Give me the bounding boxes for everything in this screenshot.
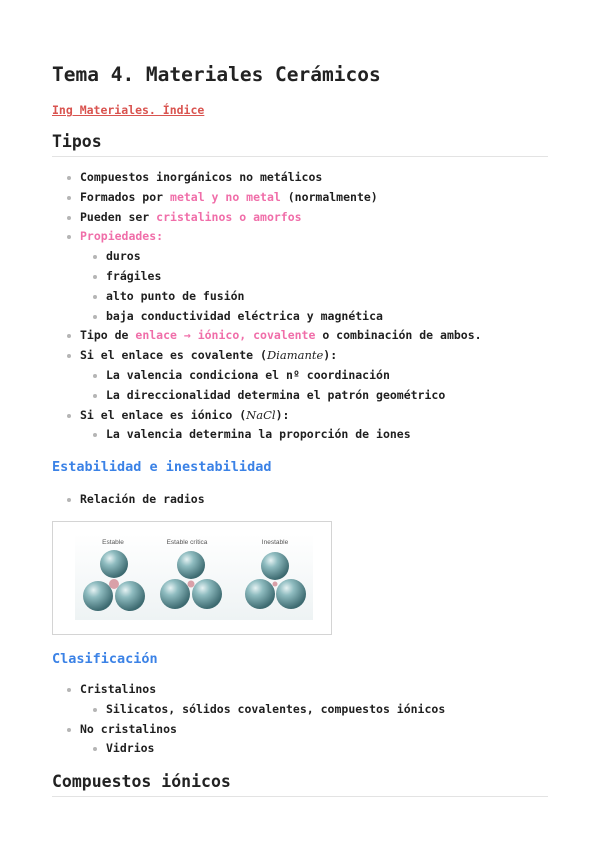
list-item: frágiles — [52, 267, 548, 287]
sphere-right — [276, 579, 306, 609]
list-item: Relación de radios — [52, 490, 548, 510]
sphere-top — [100, 550, 128, 578]
list-item: La valencia determina la proporción de iones — [52, 425, 548, 445]
center-ion — [109, 579, 119, 589]
list-item: duros — [52, 247, 548, 267]
sphere-right — [192, 579, 222, 609]
list-item: baja conductividad eléctrica y magnética — [52, 307, 548, 327]
page-title: Tema 4. Materiales Cerámicos — [52, 63, 381, 86]
figure-label-estable-critica: Estable crítica — [166, 539, 208, 546]
estabilidad-list — [52, 490, 548, 510]
figure-label-inestable: Inestable — [261, 539, 289, 546]
list-item: La direccionalidad determina el patrón geométrico — [52, 386, 548, 406]
list-item: Pueden ser cristalinos o amorfos — [52, 208, 548, 228]
sphere-top — [261, 552, 289, 580]
sphere-left — [245, 579, 275, 609]
list-item: Formados por metal y no metal (normalmente) — [52, 188, 548, 208]
sphere-right — [115, 581, 145, 611]
sphere-top — [177, 551, 205, 579]
center-ion — [273, 582, 278, 587]
list-item: No cristalinos — [52, 720, 548, 740]
sphere-left — [83, 581, 113, 611]
sphere-packing-diagram — [53, 522, 331, 634]
list-item: Silicatos, sólidos covalentes, compuestos iónicos — [52, 700, 548, 720]
list-item: Propiedades: — [52, 227, 548, 247]
breadcrumb-link[interactable]: Ing Materiales. Índice — [52, 103, 205, 117]
clasificacion-list — [52, 680, 548, 759]
figure-label-estable: Estable — [102, 539, 124, 546]
math-inline: NaCl — [246, 407, 276, 422]
list-item: Si el enlace es iónico (NaCl): — [52, 406, 548, 426]
ratio-figure — [52, 521, 332, 635]
section-heading-tipos: Tipos — [52, 132, 548, 157]
list-item: Si el enlace es covalente (Diamante): — [52, 346, 548, 366]
section-heading-estabilidad: Estabilidad e inestabilidad — [52, 459, 272, 475]
list-item: alto punto de fusión — [52, 287, 548, 307]
sphere-left — [160, 579, 190, 609]
list-item: Tipo de enlace → iónico, covalente o combinación de ambos. — [52, 326, 548, 346]
tipos-list — [52, 168, 548, 445]
list-item: La valencia condiciona el nº coordinación — [52, 366, 548, 386]
section-heading-compuestos-ionicos: Compuestos iónicos — [52, 772, 548, 797]
list-item: Cristalinos — [52, 680, 548, 700]
math-inline: Diamante — [266, 348, 324, 363]
list-item: Vidrios — [52, 739, 548, 759]
section-heading-clasificacion: Clasificación — [52, 651, 158, 667]
center-ion — [188, 581, 195, 588]
list-item: Compuestos inorgánicos no metálicos — [52, 168, 548, 188]
